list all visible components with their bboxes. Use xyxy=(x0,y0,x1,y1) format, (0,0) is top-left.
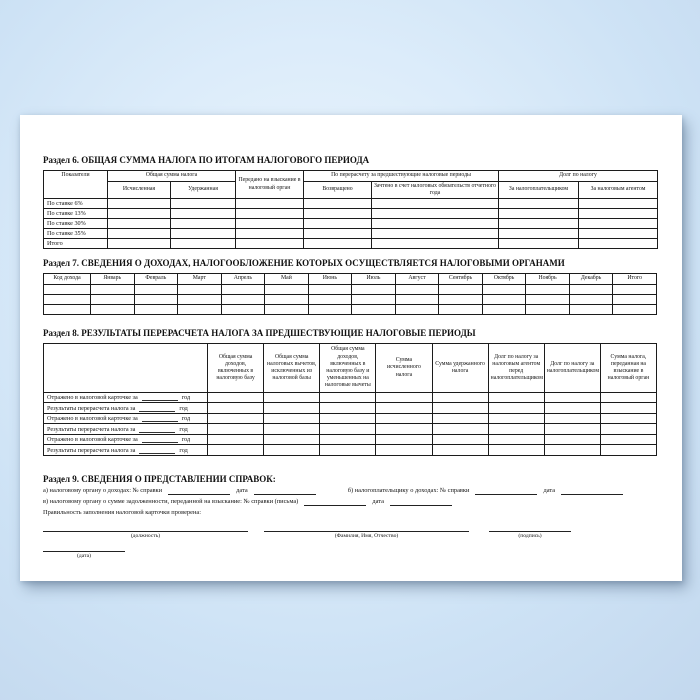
empty-cell xyxy=(352,304,396,314)
empty-cell xyxy=(439,304,483,314)
empty-cell xyxy=(264,403,320,414)
row-label xyxy=(44,403,208,414)
column-header: Декабрь xyxy=(569,274,613,284)
empty-cell xyxy=(488,403,544,414)
empty-cell xyxy=(544,413,600,424)
header-credited: Зачтено в счет налоговых обязательств отчетного года xyxy=(372,181,499,198)
empty-cell xyxy=(432,413,488,424)
year-suffix: год xyxy=(179,425,188,433)
empty-cell xyxy=(482,284,526,294)
empty-cell xyxy=(304,209,372,219)
empty-cell xyxy=(395,294,439,304)
column-header: Общая сумма доходов, включенных в налоговую базу xyxy=(208,343,264,392)
page-content xyxy=(43,155,657,560)
empty-cell xyxy=(579,229,658,239)
header-recalc-group: По перерасчету за предшествующие налоговые периоды xyxy=(304,171,499,181)
empty-cell xyxy=(171,209,236,219)
table-row xyxy=(44,304,657,314)
empty-cell xyxy=(320,434,376,445)
header-debt-agent: За налоговым агентом xyxy=(579,181,658,198)
year-suffix: год xyxy=(179,404,188,412)
year-suffix: год xyxy=(179,446,188,454)
row-label-text: Результаты перерасчета налога за xyxy=(47,404,136,412)
empty-cell xyxy=(372,209,499,219)
column-header: Сумма исчисленного налога xyxy=(376,343,432,392)
empty-cell xyxy=(264,424,320,435)
check-line xyxy=(43,509,657,517)
row-label xyxy=(44,434,208,445)
year-suffix: год xyxy=(181,436,191,444)
section9-title: Раздел 9. СВЕДЕНИЯ О ПРЕДСТАВЛЕНИИ СПРАВОК: xyxy=(43,473,276,484)
empty-cell xyxy=(482,304,526,314)
table-row xyxy=(44,413,657,424)
row-label-content xyxy=(47,426,204,433)
column-header: Ноябрь xyxy=(526,274,570,284)
empty-cell xyxy=(208,392,264,403)
table-row xyxy=(44,424,657,435)
row-label-content xyxy=(47,415,204,422)
column-header: Июль xyxy=(352,274,396,284)
empty-cell xyxy=(208,434,264,445)
row-label xyxy=(44,445,208,456)
column-header: Январь xyxy=(91,274,135,284)
table-row xyxy=(44,445,657,456)
empty-cell xyxy=(395,304,439,314)
line-b-label: б) налогоплательщику о доходах: № справки xyxy=(347,487,470,495)
empty-cell xyxy=(352,284,396,294)
column-header: Февраль xyxy=(134,274,178,284)
empty-cell xyxy=(526,304,570,314)
line-b-number-blank xyxy=(475,488,537,495)
empty-cell xyxy=(304,229,372,239)
empty-cell xyxy=(264,392,320,403)
certificates-line-b xyxy=(348,487,629,495)
empty-cell xyxy=(579,219,658,229)
empty-cell xyxy=(544,424,600,435)
year-suffix: год xyxy=(181,394,191,402)
empty-cell xyxy=(264,445,320,456)
empty-cell xyxy=(134,304,178,314)
empty-cell xyxy=(432,434,488,445)
section9 xyxy=(43,474,657,560)
empty-cell xyxy=(569,304,613,314)
table-row xyxy=(44,294,657,304)
empty-cell xyxy=(171,229,236,239)
empty-cell xyxy=(526,294,570,304)
empty-cell xyxy=(600,434,656,445)
column-header: Сумма налога, переданная на взыскание в налоговый орган xyxy=(600,343,656,392)
row-label xyxy=(44,424,208,435)
empty-cell xyxy=(134,294,178,304)
row-label xyxy=(44,392,208,403)
line-a-date-label: дата xyxy=(236,487,248,495)
empty-cell xyxy=(320,424,376,435)
empty-cell xyxy=(376,392,432,403)
empty-cell xyxy=(372,229,499,239)
row-label-content xyxy=(47,405,204,412)
empty-cell xyxy=(208,413,264,424)
empty-cell xyxy=(91,304,135,314)
empty-cell xyxy=(320,403,376,414)
line-b-date-blank xyxy=(561,488,623,495)
column-header: Код дохода xyxy=(44,274,91,284)
empty-cell xyxy=(499,209,579,219)
empty-cell xyxy=(488,413,544,424)
line-v-label: в) налоговому органу о сумме задолженности, переданной на взыскание: № справки (письма) xyxy=(43,498,299,505)
empty-cell xyxy=(579,199,658,209)
column-header: Общая сумма доходов, включенных в налоговую базу и уменьшенных на налоговые вычеты xyxy=(320,343,376,392)
year-blank xyxy=(142,415,178,422)
row-label-content xyxy=(47,447,204,454)
empty-cell xyxy=(376,445,432,456)
empty-cell xyxy=(171,239,236,249)
row-label: По ставке 30% xyxy=(44,219,108,229)
table-row xyxy=(44,209,658,219)
empty-cell xyxy=(108,209,171,219)
empty-cell xyxy=(320,392,376,403)
empty-cell xyxy=(488,392,544,403)
year-suffix: год xyxy=(181,415,191,423)
table-row xyxy=(44,229,658,239)
empty-cell xyxy=(221,304,265,314)
year-blank xyxy=(139,447,175,454)
empty-cell xyxy=(108,199,171,209)
column-header: Октябрь xyxy=(482,274,526,284)
empty-cell xyxy=(432,392,488,403)
empty-cell xyxy=(265,304,309,314)
empty-cell xyxy=(178,294,222,304)
year-blank xyxy=(139,405,175,412)
empty-cell xyxy=(432,424,488,435)
row-label: По ставке 35% xyxy=(44,229,108,239)
header-debt-group: Долг по налогу xyxy=(499,171,658,181)
row-label-text: Результаты перерасчета налога за xyxy=(47,446,136,454)
column-header: Долг по налогу за налогоплательщиком xyxy=(544,343,600,392)
empty-cell xyxy=(499,239,579,249)
empty-cell xyxy=(488,424,544,435)
empty-cell xyxy=(600,445,656,456)
empty-cell xyxy=(544,392,600,403)
line-v-number-blank xyxy=(304,499,366,506)
table-row xyxy=(44,392,657,403)
column-header: Май xyxy=(265,274,309,284)
empty-cell xyxy=(352,294,396,304)
empty-cell xyxy=(178,284,222,294)
empty-cell xyxy=(44,304,91,314)
empty-cell xyxy=(236,239,304,249)
empty-cell xyxy=(482,294,526,304)
empty-cell xyxy=(376,403,432,414)
empty-cell xyxy=(236,229,304,239)
section7-table xyxy=(43,273,657,314)
signature-name-block xyxy=(264,531,469,540)
empty-cell xyxy=(600,403,656,414)
empty-cell xyxy=(108,219,171,229)
section6-title: Раздел 6. ОБЩАЯ СУММА НАЛОГА ПО ИТОГАМ НАЛОГОВОГО ПЕРИОДА xyxy=(43,155,370,165)
table-row xyxy=(44,284,657,294)
table-row xyxy=(44,199,658,209)
row-label xyxy=(44,413,208,424)
empty-cell xyxy=(499,229,579,239)
header-transferred: Передано на взыскание в налоговый орган xyxy=(236,171,304,199)
empty-cell xyxy=(499,199,579,209)
empty-cell xyxy=(544,403,600,414)
line-b-date-label: дата xyxy=(543,487,556,495)
empty-cell xyxy=(208,403,264,414)
empty-cell xyxy=(236,199,304,209)
line-a-date-blank xyxy=(254,488,316,495)
empty-cell xyxy=(304,239,372,249)
empty-cell xyxy=(178,304,222,314)
signature-sign-caption: (подпись) xyxy=(518,533,542,540)
year-blank xyxy=(142,394,178,401)
empty-cell xyxy=(308,284,352,294)
empty-cell xyxy=(526,284,570,294)
row-label-text: Отражено в налоговой карточке за xyxy=(47,394,138,402)
column-header: Март xyxy=(178,274,222,284)
check-line-label: Правильность заполнения налоговой карточки проверена: xyxy=(43,508,201,516)
empty-cell xyxy=(264,413,320,424)
header-calculated: Исчисленная xyxy=(108,181,171,198)
signature-date-line xyxy=(43,551,125,552)
table-row xyxy=(44,219,658,229)
column-header: Долг по налогу за налоговым агентом перед налогоплательщиком xyxy=(488,343,544,392)
line-a-label: а) налоговому органу о доходах: № справки xyxy=(43,487,163,495)
header-returned: Возвращено xyxy=(304,181,372,198)
empty-cell xyxy=(488,445,544,456)
empty-cell xyxy=(236,219,304,229)
table-row xyxy=(44,403,657,414)
row-label: По ставке 13% xyxy=(44,209,108,219)
empty-cell xyxy=(304,219,372,229)
empty-cell xyxy=(579,209,658,219)
empty-cell xyxy=(44,284,91,294)
empty-cell xyxy=(544,445,600,456)
header-debt-taxpayer: За налогоплательщиком xyxy=(499,181,579,198)
empty-cell xyxy=(395,284,439,294)
signature-date-block xyxy=(43,551,125,560)
empty-cell xyxy=(372,199,499,209)
empty-cell xyxy=(569,284,613,294)
empty-cell xyxy=(613,304,657,314)
empty-cell xyxy=(171,219,236,229)
line-a-number-blank xyxy=(168,488,230,495)
empty-cell xyxy=(264,434,320,445)
row-label-content xyxy=(47,436,204,443)
row-label-text: Отражено в налоговой карточке за xyxy=(47,436,138,444)
empty-cell xyxy=(372,219,499,229)
row-label: Итого xyxy=(44,239,108,249)
document-page xyxy=(20,115,682,581)
empty-cell xyxy=(221,284,265,294)
column-header: Сентябрь xyxy=(439,274,483,284)
empty-cell xyxy=(600,424,656,435)
empty-cell xyxy=(304,199,372,209)
empty-cell xyxy=(569,294,613,304)
column-header: Общая сумма налоговых вычетов, исключенных из налоговой базы xyxy=(264,343,320,392)
empty-cell xyxy=(108,229,171,239)
empty-cell xyxy=(439,294,483,304)
empty-cell xyxy=(320,445,376,456)
row-label-text: Отражено в налоговой карточке за xyxy=(47,415,138,423)
empty-cell xyxy=(376,424,432,435)
row-label-text: Результаты перерасчета налога за xyxy=(47,425,136,433)
empty-cell xyxy=(432,445,488,456)
empty-cell xyxy=(376,413,432,424)
empty-cell xyxy=(308,304,352,314)
signature-date-caption: (дата) xyxy=(77,553,91,560)
empty-cell xyxy=(499,219,579,229)
empty-cell xyxy=(171,199,236,209)
row-label: По ставке 6% xyxy=(44,199,108,209)
table-row xyxy=(44,239,658,249)
empty-cell xyxy=(320,413,376,424)
line-v-date-label: дата xyxy=(372,498,384,505)
empty-cell xyxy=(208,424,264,435)
empty-cell xyxy=(613,294,657,304)
signature-row xyxy=(43,531,657,540)
column-header: Апрель xyxy=(221,274,265,284)
empty-cell xyxy=(221,294,265,304)
section8-table xyxy=(43,343,657,456)
empty-cell xyxy=(544,434,600,445)
corner-empty-header xyxy=(44,343,208,392)
header-withheld: Удержанная xyxy=(171,181,236,198)
empty-cell xyxy=(600,392,656,403)
empty-cell xyxy=(265,284,309,294)
line-v-date-blank xyxy=(390,499,452,506)
column-header: Сумма удержанного налога xyxy=(432,343,488,392)
table-row xyxy=(44,434,657,445)
certificates-line-ab xyxy=(43,487,657,495)
empty-cell xyxy=(488,434,544,445)
header-total-group: Общая сумма налога xyxy=(108,171,236,181)
empty-cell xyxy=(600,413,656,424)
section6-table xyxy=(43,170,658,249)
empty-cell xyxy=(134,284,178,294)
section7-title: Раздел 7. СВЕДЕНИЯ О ДОХОДАХ, НАЛОГООБЛОЖЕНИЕ КОТОРЫХ ОСУЩЕСТВЛЯЕТСЯ НАЛОГОВЫМИ ОРГАНАМИ xyxy=(43,258,565,269)
empty-cell xyxy=(108,239,171,249)
year-blank xyxy=(139,426,175,433)
empty-cell xyxy=(91,294,135,304)
empty-cell xyxy=(208,445,264,456)
empty-cell xyxy=(613,284,657,294)
empty-cell xyxy=(439,284,483,294)
empty-cell xyxy=(432,403,488,414)
empty-cell xyxy=(372,239,499,249)
column-header: Июнь xyxy=(308,274,352,284)
header-indicators: Показатели xyxy=(44,171,108,199)
year-blank xyxy=(142,436,178,443)
certificates-line-v xyxy=(43,498,657,506)
column-header: Итого xyxy=(613,274,657,284)
empty-cell xyxy=(376,434,432,445)
signature-position-block xyxy=(43,531,248,540)
empty-cell xyxy=(91,284,135,294)
signature-name-caption: (Фамилия, Имя, Отчество) xyxy=(334,533,399,540)
signature-position-caption: (должность) xyxy=(130,533,161,540)
empty-cell xyxy=(44,294,91,304)
section8-title: Раздел 8. РЕЗУЛЬТАТЫ ПЕРЕРАСЧЕТА НАЛОГА ЗА ПРЕДШЕСТВУЮЩИЕ НАЛОГОВЫЕ ПЕРИОДЫ xyxy=(43,327,476,338)
column-header: Август xyxy=(395,274,439,284)
empty-cell xyxy=(236,209,304,219)
signature-sign-block xyxy=(489,531,571,540)
row-label-content xyxy=(47,394,204,401)
empty-cell xyxy=(308,294,352,304)
empty-cell xyxy=(265,294,309,304)
empty-cell xyxy=(579,239,658,249)
